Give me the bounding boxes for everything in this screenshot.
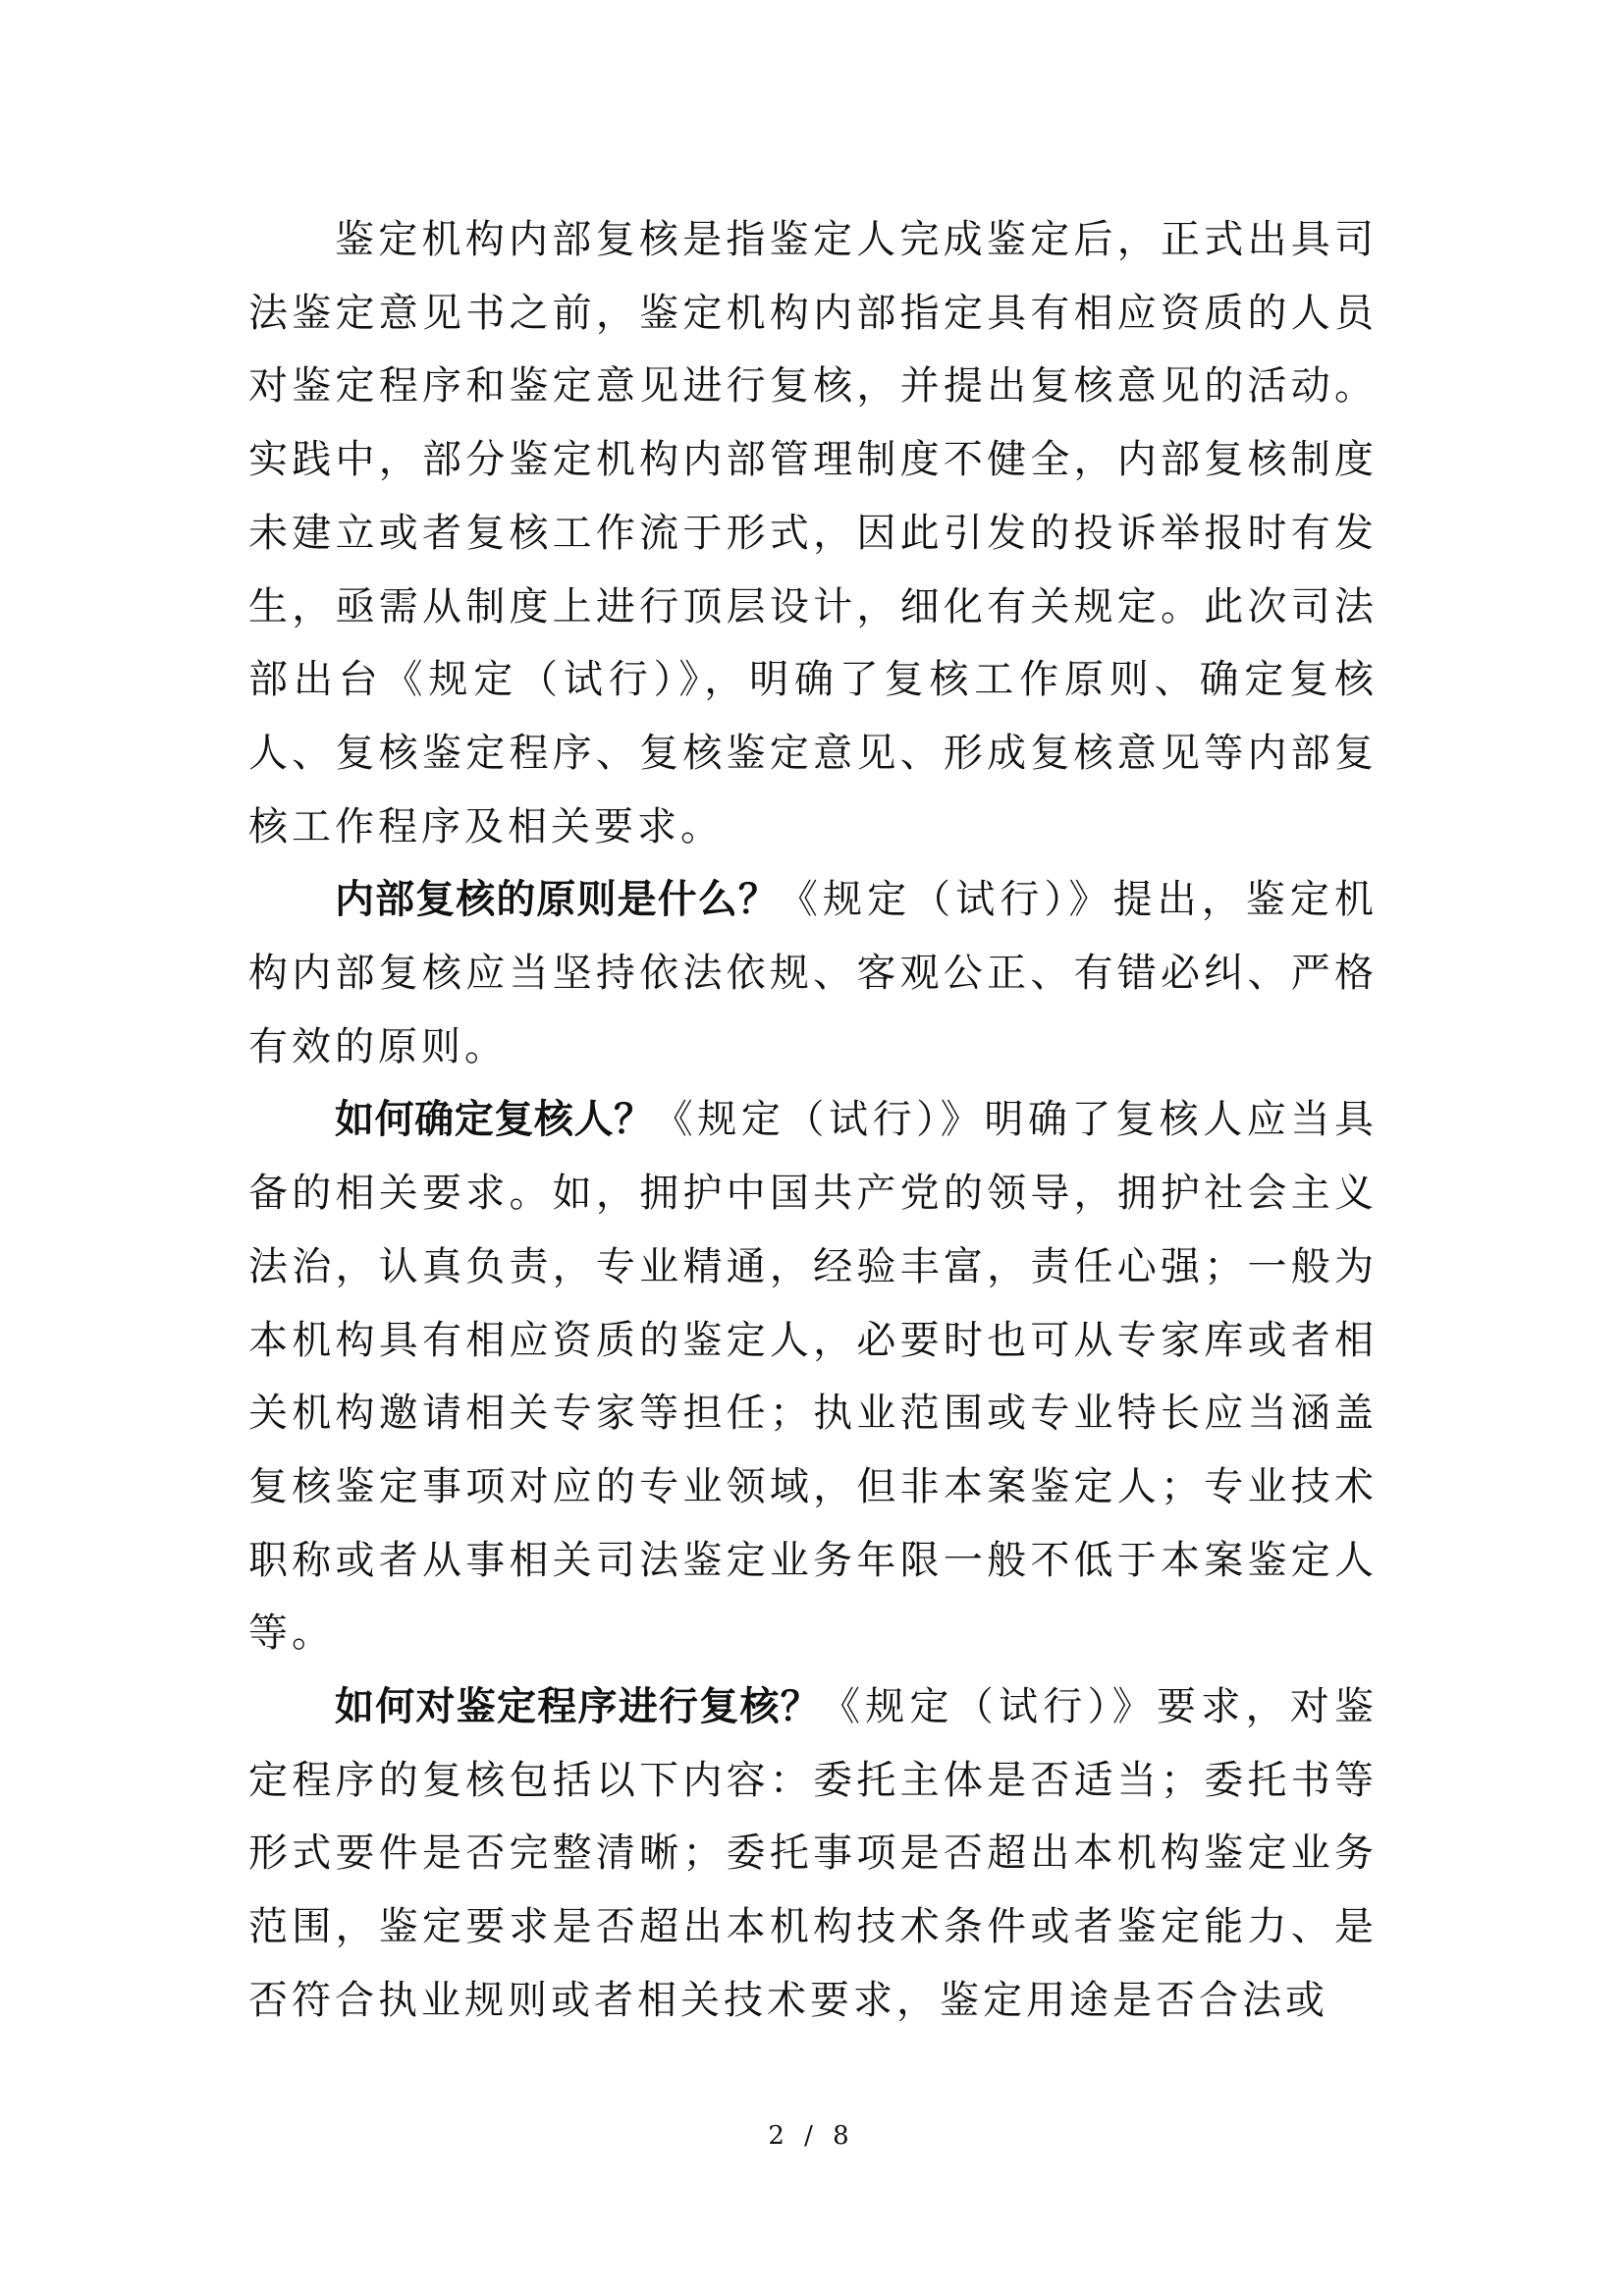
paragraph-intro — [248, 203, 1378, 863]
paragraph-heading-reviewer: 如何确定复核人？ — [335, 1097, 654, 1143]
paragraph-reviewer-selection — [248, 1083, 1378, 1670]
paragraph-heading-procedure: 如何对鉴定程序进行复核？ — [335, 1684, 821, 1730]
paragraph-text: 《规定（试行）》明确了复核人应当具备的相关要求。如，拥护中国共产党的领导，拥护社会主义法治，认真负责，专业精通，经验丰富，责任心强；一般为本机构具有相应资质的鉴定人，必要时也可从专家库或者相关机构邀请相关专家等担任；执业范围或专业特长应当涵盖复核鉴定事项对应的专业领域，但非本案鉴定人；专业技术职称或者从事相关司法鉴定业务年限一般不低于本案鉴定人等。 — [248, 1097, 1379, 1657]
page-number: 2 / 8 — [768, 2121, 855, 2151]
paragraph-procedure-review — [248, 1670, 1378, 2038]
paragraph-text: 鉴定机构内部复核是指鉴定人完成鉴定后，正式出具司法鉴定意见书之前，鉴定机构内部指定具有相应资质的人员对鉴定程序和鉴定意见进行复核，并提出复核意见的活动。实践中，部分鉴定机构内部管理制度不健全，内部复核制度未建立或者复核工作流于形式，因此引发的投诉举报时有发生，亟需从制度上进行顶层设计，细化有关规定。此次司法部出台《规定（试行）》，明确了复核工作原则、确定复核人、复核鉴定程序、复核鉴定意见、形成复核意见等内部复核工作程序及相关要求。 — [248, 217, 1378, 849]
document-body — [248, 203, 1378, 2038]
paragraph-text: 《规定（试行）》要求，对鉴定程序的复核包括以下内容：委托主体是否适当；委托书等形式要件是否完整清晰；委托事项是否超出本机构鉴定业务范围，鉴定要求是否超出本机构技术条件或者鉴定能力、是否符合执业规则或者相关技术要求，鉴定用途是否合法或 — [248, 1684, 1378, 2023]
paragraph-review-principles — [248, 863, 1378, 1083]
paragraph-heading-principles: 内部复核的原则是什么？ — [335, 877, 779, 923]
paragraph-text: 《规定（试行）》提出，鉴定机构内部复核应当坚持依法依规、客观公正、有错必纠、严格有效的原则。 — [248, 877, 1379, 1069]
